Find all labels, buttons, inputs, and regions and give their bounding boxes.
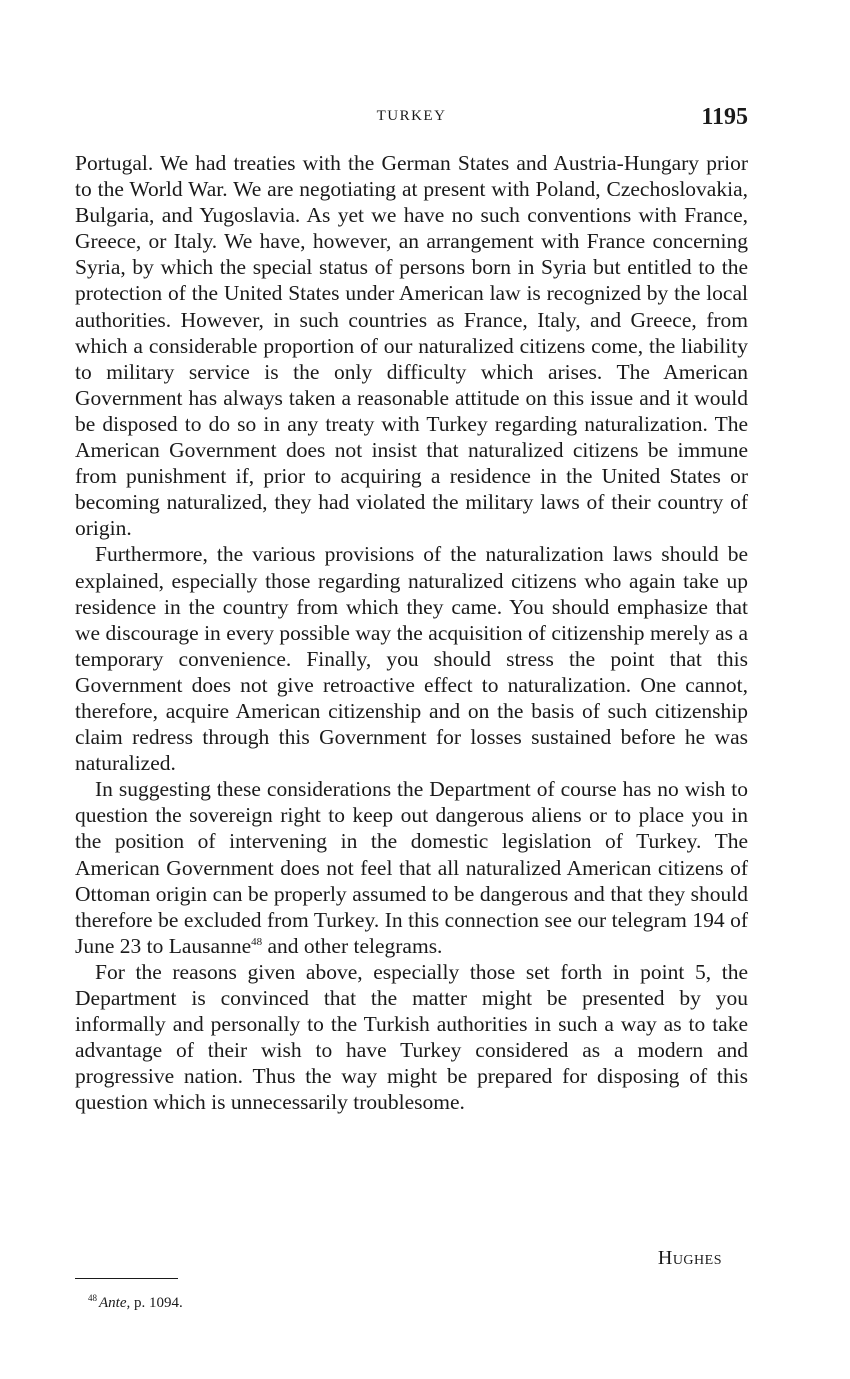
paragraph-considerations xyxy=(75,776,748,959)
running-head xyxy=(75,104,748,138)
footnote-mark: 48 xyxy=(88,1293,97,1303)
paragraph-continued: Portugal. We had treaties with the German States and Austria-Hungary prior to the World War. We are negotiating at present with Poland, Czechoslovakia, Bulgaria, and Yugoslavia. As yet we have no such conventions with France, Greece, or Italy. We have, however, an arrangement with France concerning Syria, by which the special status of persons born in Syria but entitled to the protection of the United States under American law is recognized by the local authorities. However, in such countries as France, Italy, and Greece, from which a considerable proportion of our naturalized citizens come, the liability to military service is the only difficulty which arises. The American Government has always taken a reasonable attitude on this issue and it would be disposed to do so in any treaty with Turkey regarding naturalization. The American Government does not insist that naturalized citizens be immune from punishment if, prior to acquiring a residence in the United States or becoming naturalized, they had violated the military laws of their country of origin. xyxy=(75,151,748,541)
footnote-reference: 48 xyxy=(251,935,263,948)
page-number: 1195 xyxy=(701,104,748,130)
running-title: TURKEY xyxy=(376,108,447,124)
paragraph-considerations-text: In suggesting these considerations the Department of course has no wish to question the sovereign right to keep out dangerous aliens or to place you in the position of intervening in the domestic legislation of Turkey. The American Government does not feel that all naturalized American citizens of Ottoman origin can be properly assumed to be dangerous and that they should therefore be excluded from Turkey. In this connection see our telegram 194 of June 23 to Lausanne xyxy=(75,777,748,958)
footnote-text: p. 1094. xyxy=(130,1295,183,1311)
footnote-divider xyxy=(75,1278,178,1279)
signature: Hughes xyxy=(657,1247,722,1269)
paragraph-considerations-tail: and other telegrams. xyxy=(262,933,443,958)
paragraph-conclusion: For the reasons given above, especially those set forth in point 5, the Department is convinced that the matter might be presented by you informally and personally to the Turkish authorities in such a way as to take advantage of their wish to have Turkey considered as a modern and progressive nation. Thus the way might be prepared for disposing of this question which is unnecessarily troublesome. xyxy=(75,959,748,1115)
paragraph-naturalization-laws: Furthermore, the various provisions of the naturalization laws should be explained, especially those regarding naturalized citizens who again take up residence in the country from which they came. You should emphasize that we discourage in every possible way the acquisition of citizenship merely as a temporary convenience. Finally, you should stress the point that this Government does not give retroactive effect to naturalization. One cannot, therefore, acquire American citizenship and on the basis of such citizenship claim redress through this Government for losses sustained before he was naturalized. xyxy=(75,542,748,776)
footnote-italic: Ante, xyxy=(99,1295,131,1311)
body-text xyxy=(75,150,748,1115)
footnote xyxy=(88,1295,183,1312)
